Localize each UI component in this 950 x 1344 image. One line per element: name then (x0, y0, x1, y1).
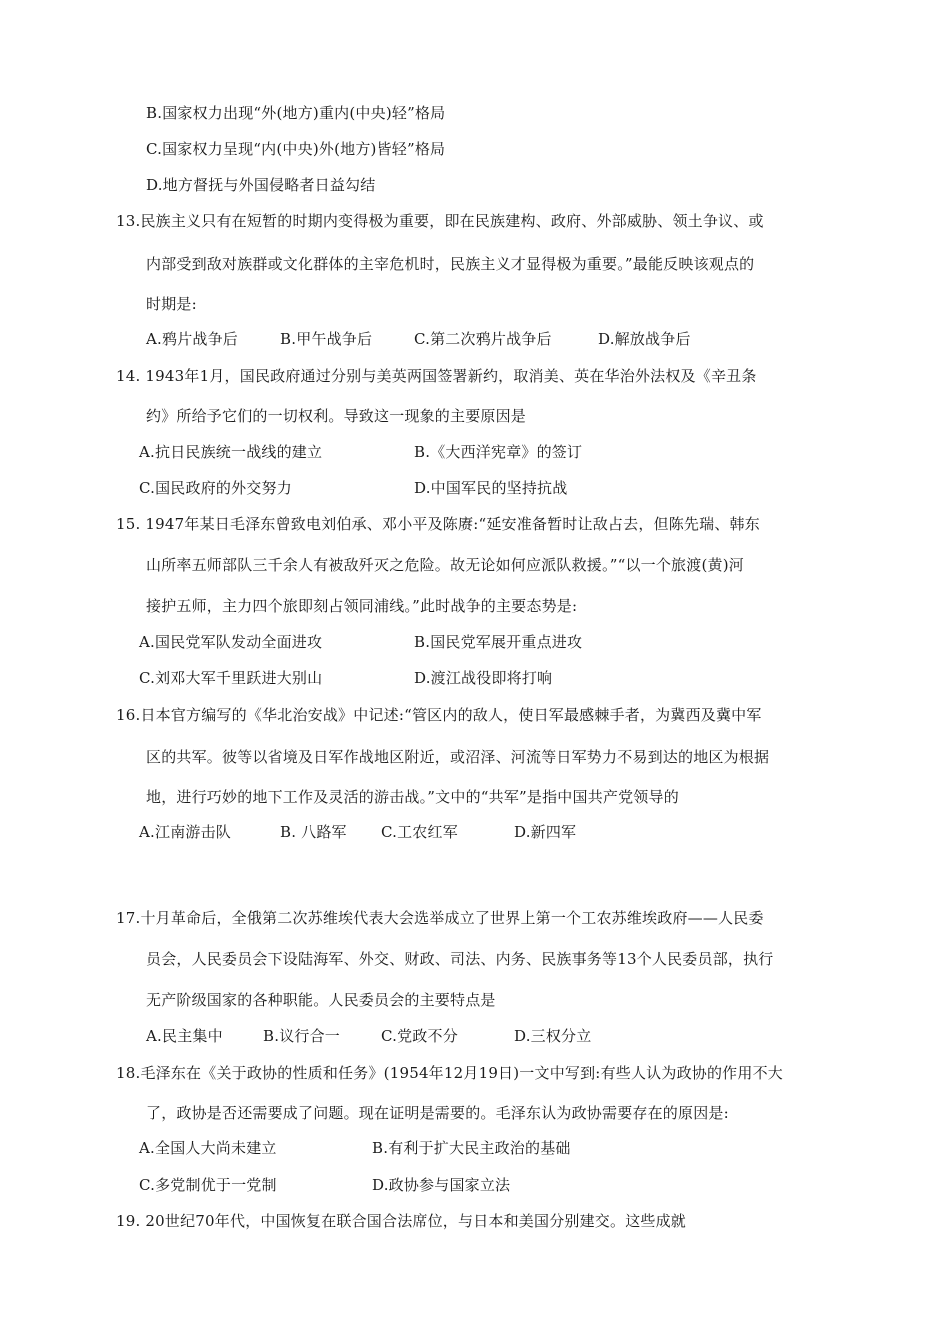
q12-option-c: C.国家权力呈现“内(中央)外(地方)皆轻”格局 (146, 140, 446, 158)
q13-stem-line-1: 13.民族主义只有在短暂的时期内变得极为重要，即在民族建构、政府、外部威胁、领土争议、或 (116, 212, 764, 230)
q18-option-d: D.政协参与国家立法 (372, 1176, 511, 1194)
q16-option-c: C.工农红军 (381, 823, 458, 841)
q15-stem-line-2: 山所率五师部队三千余人有被敌歼灭之危险。故无论如何应派队救援。”“以一个旅渡(黄)河 (146, 556, 744, 574)
q18-option-b: B.有利于扩大民主政治的基础 (372, 1139, 571, 1157)
q16-stem-line-2: 区的共军。彼等以省境及日军作战地区附近，或沼泽、河流等日军势力不易到达的地区为根据 (146, 748, 770, 766)
q16-option-d: D.新四军 (514, 823, 577, 841)
q17-option-b: B.议行合一 (263, 1027, 340, 1045)
q18-option-c: C.多党制优于一党制 (139, 1176, 277, 1194)
q15-option-a: A.国民党军队发动全面进攻 (139, 633, 323, 651)
q16-option-a: A.江南游击队 (139, 823, 232, 841)
q15-stem-line-1: 15. 1947年某日毛泽东曾致电刘伯承、邓小平及陈赓:“延安准备暂时让敌占去，但陈先瑞、韩东 (116, 515, 760, 533)
q12-option-b: B.国家权力出现“外(地方)重内(中央)轻”格局 (146, 104, 446, 122)
q13-option-a: A.鸦片战争后 (146, 330, 239, 348)
q14-stem-line-2: 约》所给予它们的一切权利。导致这一现象的主要原因是 (146, 407, 527, 425)
q18-stem-line-1: 18.毛泽东在《关于政协的性质和任务》(1954年12月19日)一文中写到:有些人认为政协的作用不大 (116, 1064, 783, 1082)
q13-option-b: B.甲午战争后 (280, 330, 373, 348)
q18-stem-line-2: 了，政协是否还需要成了问题。现在证明是需要的。毛泽东认为政协需要存在的原因是: (146, 1104, 729, 1122)
q13-stem-line-3: 时期是: (146, 295, 197, 313)
q17-option-c: C.党政不分 (381, 1027, 458, 1045)
q15-option-d: D.渡江战役即将打响 (414, 669, 553, 687)
q17-stem-line-3: 无产阶级国家的各种职能。人民委员会的主要特点是 (146, 991, 496, 1009)
q14-option-b: B.《大西洋宪章》的签订 (414, 443, 583, 461)
q16-stem-line-3: 地，进行巧妙的地下工作及灵活的游击战。”文中的“共军”是指中国共产党领导的 (146, 788, 679, 806)
q19-stem-line-1: 19. 20世纪70年代，中国恢复在联合国合法席位，与日本和美国分别建交。这些成就 (116, 1212, 687, 1230)
q18-option-a: A.全国人大尚未建立 (139, 1139, 277, 1157)
q13-stem-line-2: 内部受到敌对族群或文化群体的主宰危机时，民族主义才显得极为重要。”最能反映该观点的 (146, 255, 755, 273)
q13-option-c: C.第二次鸦片战争后 (414, 330, 552, 348)
q12-option-d: D.地方督抚与外国侵略者日益勾结 (146, 176, 376, 194)
q14-option-d: D.中国军民的坚持抗战 (414, 479, 568, 497)
q14-option-c: C.国民政府的外交努力 (139, 479, 292, 497)
q17-stem-line-1: 17.十月革命后，全俄第二次苏维埃代表大会选举成立了世界上第一个工农苏维埃政府——人民委 (116, 909, 764, 927)
q14-stem-line-1: 14. 1943年1月，国民政府通过分别与美英两国签署新约，取消美、英在华治外法权及《辛丑条 (116, 367, 757, 385)
q17-option-a: A.民主集中 (146, 1027, 223, 1045)
q14-option-a: A.抗日民族统一战线的建立 (139, 443, 323, 461)
q17-stem-line-2: 员会，人民委员会下设陆海军、外交、财政、司法、内务、民族事务等13个人民委员部，执行 (146, 950, 774, 968)
q15-option-b: B.国民党军展开重点进攻 (414, 633, 583, 651)
q15-option-c: C.刘邓大军千里跃进大别山 (139, 669, 323, 687)
q13-option-d: D.解放战争后 (598, 330, 691, 348)
q15-stem-line-3: 接护五师，主力四个旅即刻占领同浦线。”此时战争的主要态势是: (146, 597, 578, 615)
q17-option-d: D.三权分立 (514, 1027, 592, 1045)
q16-stem-line-1: 16.日本官方编写的《华北治安战》中记述:“管区内的敌人，使日军最感棘手者，为冀西及冀中军 (116, 706, 762, 724)
q16-option-b: B. 八路军 (280, 823, 347, 841)
